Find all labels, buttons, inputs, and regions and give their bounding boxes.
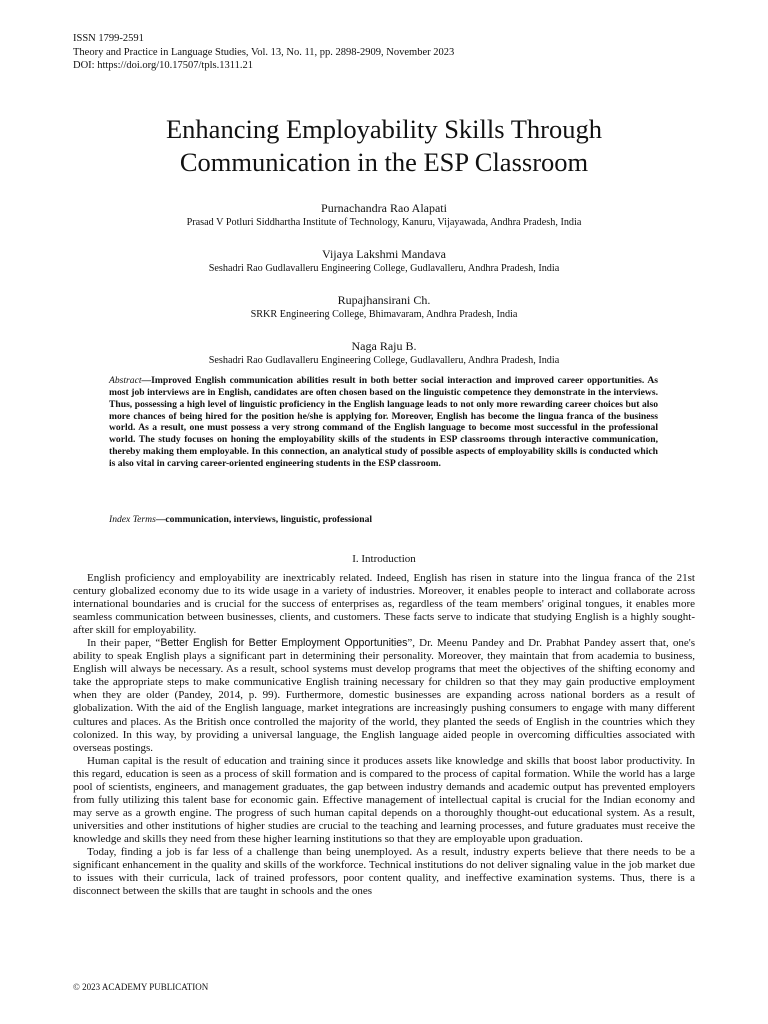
index-terms-text: —communication, interviews, linguistic, professional [155, 514, 373, 525]
author-block [73, 338, 695, 368]
abstract-text: —Improved English communication abilities result in both better social interaction and improved career opportunities. As most job interviews are in English, candidates are often chosen based on the linguistic competence they demonstrate in the interviews. Thus, possessing a high level of linguistic proficiency in the English language leads to not only more rewarding career choices but also more chances of being hired for the position he/she is applying for. Moreover, English has become the lingua franca of the business world. As a result, one must possess a very strong command of the English language to become most successful in the professional world. The study focuses on honing the employability skills of the students in ESP classrooms through interactive communication, thereby making them employable. In this connection, an analytical study of possible aspects of employability skills is conducted which is also vital in carving career-oriented engineering students in the ESP classroom. [109, 375, 658, 469]
abstract [109, 375, 658, 470]
index-terms [109, 514, 658, 526]
title-line-2: Communication in the ESP Classroom [179, 147, 589, 177]
journal-header [73, 32, 454, 73]
index-terms-label: Index Terms [109, 514, 156, 525]
copyright-footer: © 2023 ACADEMY PUBLICATION [73, 982, 209, 992]
issn: ISSN 1799-2591 [73, 33, 144, 44]
author-affiliation: Seshadri Rao Gudlavalleru Engineering College, Gudlavalleru, Andhra Pradesh, India [208, 355, 560, 366]
body-paragraph [73, 637, 695, 754]
author-name: Vijaya Lakshmi Mandava [322, 247, 446, 261]
body-paragraph: Human capital is the result of education and training since it produces assets like knowledge and skills that boost labor productivity. In this regard, education is seen as a process of skill formation and is compared to the process of capital formation. While the world has a large pool of scientists, engineers, and management graduates, the gap between industry demands and academic output has prevented employers from fully utilizing this talent base for economic gain. Effective management of intellectual capital is crucial for the Indian economy and may serve as a growth engine. The progress of such human capital depends on a thoroughly thought-out educational system. As a result, universities and other institutions of higher studies are crucial to the teaching and learning processes, and future graduates must receive the knowledge and skills they need from these higher learning institutions so that they are employable upon graduation. [73, 754, 695, 845]
body-paragraph: English proficiency and employability are inextricably related. Indeed, English has risen in stature into the lingua franca of the 21st century globalized economy due to its wide usage in a variety of industries. Moreover, it enables people to interact and collaborate across international boundaries and is crucial for the success of enterprises as, regardless of the team members' original tongues, it enables more seamless communication between businesses, clients, and customers. These facts serve to indicate that studying English is a highly sought-after skill for employability. [73, 572, 695, 637]
body-text [73, 572, 695, 898]
paragraph-text: ”, Dr. Meenu Pandey and Dr. Prabhat Pandey assert that, one's ability to speak English plays a significant part in determining their personality. Moreover, they maintain that from academia to business, English will always be necessary. As a result, school systems must develop programs that meet the objectives of the shifting economy and take the appropriate steps to make communicative English training necessary for children so that they may gain productive employment when they are older (Pandey, 2014, p. 99). Furthermore, domestic businesses are expanding across national borders as a result of globalization. With the aid of the English language, market integrations are increasingly pushing consumers to engage with many different cultures and places. As the British once controlled the majority of the world, they planted the seeds of English in the countries which they colonized. In this way, by providing a universal language, the English language aided people in overcoming difficulties associated with overseas postings. [73, 637, 695, 754]
paragraph-text: In their paper, “ [87, 637, 161, 650]
citation: Theory and Practice in Language Studies, Vol. 13, No. 11, pp. 2898-2909, November 2023 [73, 46, 455, 58]
cited-paper-title: Better English for Better Employment Opportunities [160, 637, 408, 650]
author-affiliation: Seshadri Rao Gudlavalleru Engineering College, Gudlavalleru, Andhra Pradesh, India [208, 263, 560, 274]
title-line-1: Enhancing Employability Skills Through [166, 114, 602, 144]
author-block [73, 292, 695, 322]
author-name: Naga Raju B. [351, 339, 417, 353]
paper-title [60, 113, 708, 179]
author-block [73, 200, 695, 230]
author-list [73, 200, 695, 384]
author-name: Purnachandra Rao Alapati [321, 201, 447, 215]
author-affiliation: SRKR Engineering College, Bhimavaram, Andhra Pradesh, India [250, 309, 518, 320]
body-paragraph: Today, finding a job is far less of a challenge than being unemployed. As a result, industry experts believe that there needs to be a significant enhancement in the quality and skills of the workforce. Technical institutions do not deliver signaling value in the job market due to issues with their curricula, lack of trained professors, poor content quality, and ineffective examination systems. Thus, there is a disconnect between the skills that are taught in schools and the ones [73, 845, 695, 898]
section-heading: I. Introduction [352, 553, 416, 565]
author-affiliation: Prasad V Potluri Siddhartha Institute of Technology, Kanuru, Vijayawada, Andhra Pradesh, India [186, 217, 582, 228]
doi-link[interactable]: DOI: https://doi.org/10.17507/tpls.1311.21 [73, 60, 253, 72]
author-name: Rupajhansirani Ch. [337, 293, 431, 307]
author-block [73, 246, 695, 276]
abstract-label: Abstract [109, 375, 142, 386]
